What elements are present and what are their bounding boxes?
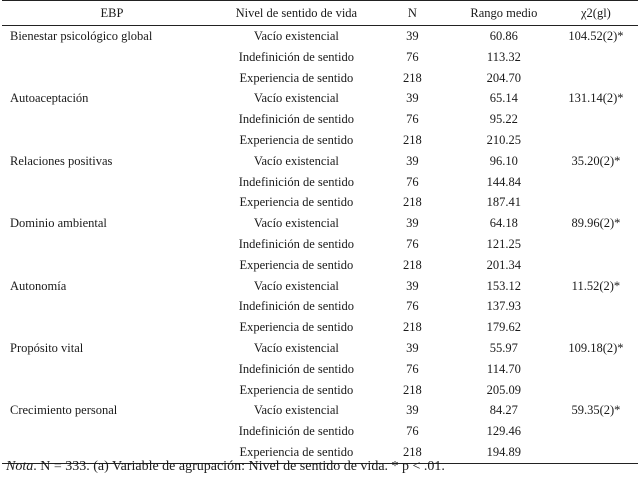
cell-nivel: Experiencia de sentido — [239, 257, 354, 272]
cell-rango-medio: 96.10 — [489, 153, 518, 168]
cell-ebp: Autonomía — [10, 278, 67, 293]
cell-n: 76 — [406, 112, 419, 127]
cell-ebp — [2, 172, 222, 193]
cell-nivel: Indefinición de sentido — [238, 299, 354, 314]
note-label: Nota — [6, 459, 34, 474]
cell-ebp: Propósito vital — [10, 340, 84, 355]
table-row — [2, 296, 638, 317]
cell-rango-medio: 84.27 — [489, 403, 518, 418]
cell-ebp — [2, 109, 222, 130]
header-n: N — [371, 1, 454, 26]
table-row — [2, 151, 638, 172]
cell-ebp — [2, 68, 222, 89]
cell-nivel: Experiencia de sentido — [239, 382, 354, 397]
cell-rango-medio: 129.46 — [486, 424, 522, 439]
cell-chi-square — [554, 255, 638, 276]
cell-rango-medio: 95.22 — [489, 112, 518, 127]
cell-n: 39 — [406, 340, 419, 355]
cell-ebp — [2, 359, 222, 380]
cell-nivel: Indefinición de sentido — [238, 49, 354, 64]
cell-n: 39 — [406, 153, 419, 168]
table-row — [2, 421, 638, 442]
cell-nivel: Vacío existencial — [253, 340, 339, 355]
cell-rango-medio: 153.12 — [486, 278, 522, 293]
cell-nivel: Indefinición de sentido — [238, 112, 354, 127]
cell-nivel: Vacío existencial — [253, 91, 339, 106]
cell-ebp — [2, 130, 222, 151]
table-row — [2, 88, 638, 109]
cell-n: 39 — [406, 403, 419, 418]
cell-nivel: Experiencia de sentido — [239, 132, 354, 147]
cell-ebp — [2, 234, 222, 255]
header-rango-medio: Rango medio — [454, 1, 554, 26]
cell-chi-square — [554, 130, 638, 151]
table-row — [2, 130, 638, 151]
table-row — [2, 234, 638, 255]
cell-ebp — [2, 47, 222, 68]
cell-n: 218 — [402, 320, 422, 335]
cell-ebp — [2, 192, 222, 213]
cell-nivel: Indefinición de sentido — [238, 361, 354, 376]
cell-nivel: Experiencia de sentido — [239, 195, 354, 210]
cell-nivel: Vacío existencial — [253, 153, 339, 168]
cell-n: 39 — [406, 91, 419, 106]
cell-chi-square — [554, 380, 638, 401]
cell-nivel: Indefinición de sentido — [238, 174, 354, 189]
cell-n: 39 — [406, 278, 419, 293]
cell-n: 76 — [406, 424, 419, 439]
cell-ebp — [2, 380, 222, 401]
cell-ebp — [2, 296, 222, 317]
table-row — [2, 68, 638, 89]
note-text: . N = 333. (a) Variable de agrupación: Nivel de sentido de vida. * p < .01. — [33, 459, 445, 474]
cell-chi-square: 131.14(2)* — [568, 91, 624, 106]
kruskal-wallis-table — [2, 0, 638, 464]
cell-nivel: Vacío existencial — [253, 278, 339, 293]
cell-chi-square: 35.20(2)* — [571, 153, 621, 168]
cell-n: 218 — [402, 257, 422, 272]
cell-n: 76 — [406, 361, 419, 376]
cell-rango-medio: 60.86 — [489, 29, 518, 43]
table-note — [6, 458, 445, 476]
cell-rango-medio: 114.70 — [486, 361, 521, 376]
cell-n: 76 — [406, 299, 419, 314]
cell-nivel: Experiencia de sentido — [222, 442, 371, 463]
cell-ebp — [2, 255, 222, 276]
cell-rango-medio: 55.97 — [489, 340, 518, 355]
table-row — [2, 26, 638, 47]
cell-rango-medio: 204.70 — [486, 70, 522, 85]
cell-chi-square — [554, 109, 638, 130]
cell-n: 218 — [371, 442, 454, 463]
header-row — [2, 1, 638, 26]
cell-n: 76 — [406, 236, 419, 251]
cell-chi-square: 11.52(2)* — [571, 278, 621, 293]
cell-n: 39 — [406, 29, 419, 43]
cell-nivel: Experiencia de sentido — [239, 70, 354, 85]
table-row — [2, 380, 638, 401]
table-row — [2, 109, 638, 130]
cell-ebp: Autoaceptación — [10, 91, 89, 106]
table-row — [2, 213, 638, 234]
cell-ebp: Bienestar psicológico global — [10, 29, 153, 43]
cell-chi-square — [554, 234, 638, 255]
cell-rango-medio: 113.32 — [486, 49, 521, 64]
cell-n: 218 — [402, 132, 422, 147]
cell-chi-square — [554, 442, 638, 463]
table-row — [2, 317, 638, 338]
cell-n: 39 — [406, 216, 419, 231]
cell-nivel: Vacío existencial — [253, 29, 339, 43]
cell-chi-square — [554, 192, 638, 213]
cell-rango-medio: 194.89 — [454, 442, 554, 463]
table-row — [2, 255, 638, 276]
cell-nivel: Indefinición de sentido — [238, 424, 354, 439]
cell-n: 76 — [406, 49, 419, 64]
cell-chi-square: 59.35(2)* — [571, 403, 621, 418]
cell-rango-medio: 201.34 — [486, 257, 522, 272]
table-body — [2, 26, 638, 464]
cell-ebp: Crecimiento personal — [10, 403, 118, 418]
cell-n: 218 — [402, 382, 422, 397]
table-row — [2, 192, 638, 213]
cell-chi-square — [554, 68, 638, 89]
table-row — [2, 400, 638, 421]
cell-chi-square — [554, 421, 638, 442]
cell-nivel: Vacío existencial — [253, 403, 339, 418]
cell-rango-medio: 144.84 — [486, 174, 522, 189]
header-ebp: EBP — [2, 1, 222, 26]
header-nivel: Nivel de sentido de vida — [222, 1, 371, 26]
cell-chi-square — [554, 47, 638, 68]
table-row — [2, 338, 638, 359]
cell-nivel: Indefinición de sentido — [238, 236, 354, 251]
cell-n: 218 — [402, 195, 422, 210]
cell-chi-square — [554, 317, 638, 338]
cell-nivel: Experiencia de sentido — [239, 320, 354, 335]
cell-chi-square: 104.52(2)* — [568, 29, 624, 43]
table-header — [2, 1, 638, 26]
cell-rango-medio: 205.09 — [486, 382, 522, 397]
table-row — [2, 47, 638, 68]
cell-chi-square: 89.96(2)* — [571, 216, 621, 231]
cell-n: 218 — [402, 70, 422, 85]
cell-chi-square — [554, 296, 638, 317]
cell-rango-medio: 64.18 — [489, 216, 518, 231]
cell-rango-medio: 137.93 — [486, 299, 522, 314]
cell-ebp: Relaciones positivas — [10, 153, 113, 168]
cell-rango-medio: 210.25 — [486, 132, 522, 147]
cell-ebp: Dominio ambiental — [10, 216, 107, 231]
cell-chi-square: 109.18(2)* — [568, 340, 624, 355]
cell-rango-medio: 65.14 — [489, 91, 518, 106]
cell-rango-medio: 187.41 — [486, 195, 522, 210]
cell-rango-medio: 121.25 — [486, 236, 522, 251]
cell-nivel: Vacío existencial — [253, 216, 339, 231]
table-row — [2, 172, 638, 193]
table-row — [2, 359, 638, 380]
cell-rango-medio: 179.62 — [486, 320, 522, 335]
cell-ebp — [2, 421, 222, 442]
header-chi-square: χ2(gl) — [554, 1, 638, 26]
table-row — [2, 276, 638, 297]
cell-chi-square — [554, 359, 638, 380]
cell-ebp — [2, 317, 222, 338]
cell-chi-square — [554, 172, 638, 193]
cell-n: 76 — [406, 174, 419, 189]
